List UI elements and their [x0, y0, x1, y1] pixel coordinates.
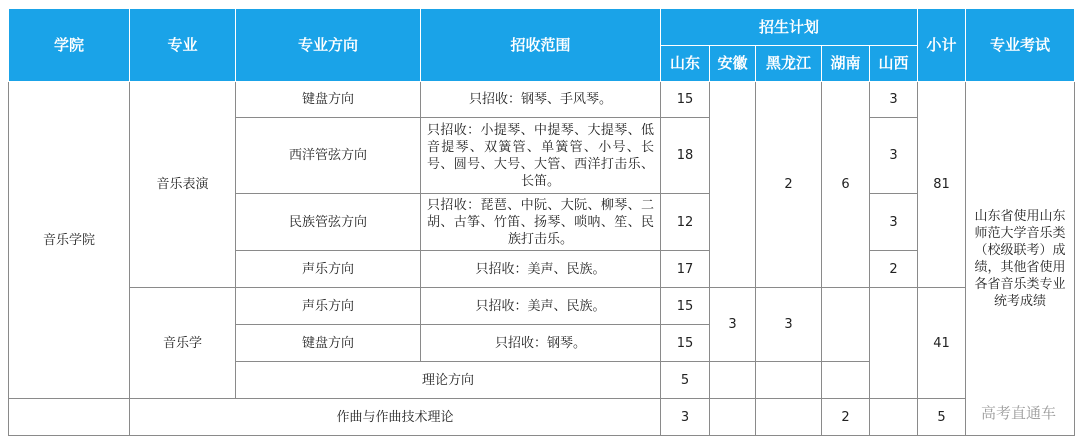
exam-cell: 山东省使用山东师范大学音乐类（校级联考）成绩，其他省使用各省音乐类专业统考成绩	[966, 82, 1075, 436]
range-cell: 只招收：钢琴、手风琴。	[421, 82, 661, 118]
header-province-hunan: 湖南	[822, 46, 870, 82]
anhui-cell-empty	[710, 82, 756, 288]
heilongjiang-cell-musicology: 3	[756, 288, 822, 362]
direction-cell-composition: 作曲与作曲技术理论	[130, 399, 661, 436]
heilongjiang-cell-empty	[756, 362, 822, 399]
table-row	[9, 399, 1075, 436]
heilongjiang-cell-performance: 2	[756, 82, 822, 288]
shandong-cell: 15	[661, 82, 710, 118]
admission-table-container	[8, 8, 1075, 436]
shandong-cell: 5	[661, 362, 710, 399]
shandong-cell: 3	[661, 399, 710, 436]
header-province-shandong: 山东	[661, 46, 710, 82]
header-row-1	[9, 9, 1075, 46]
header-direction: 专业方向	[236, 9, 421, 82]
direction-cell: 西洋管弦方向	[236, 118, 421, 194]
range-cell: 只招收：小提琴、中提琴、大提琴、低音提琴、双簧管、单簧管、小号、长号、圆号、大号、大管、西洋打击乐、长笛。	[421, 118, 661, 194]
subtotal-cell: 5	[918, 399, 966, 436]
range-cell: 只招收：美声、民族。	[421, 288, 661, 325]
header-subtotal: 小计	[918, 9, 966, 82]
anhui-cell-musicology: 3	[710, 288, 756, 362]
heilongjiang-cell-empty	[756, 399, 822, 436]
admission-plan-table	[8, 8, 1075, 436]
shanxi-cell: 3	[870, 118, 918, 194]
shanxi-cell-empty	[870, 288, 918, 399]
shanxi-cell: 3	[870, 194, 918, 251]
shanxi-cell: 2	[870, 251, 918, 288]
shandong-cell: 17	[661, 251, 710, 288]
header-province-heilongjiang: 黑龙江	[756, 46, 822, 82]
college-cell-empty	[9, 399, 130, 436]
header-province-anhui: 安徽	[710, 46, 756, 82]
anhui-cell-empty	[710, 362, 756, 399]
header-major: 专业	[130, 9, 236, 82]
subtotal-cell-performance: 81	[918, 82, 966, 288]
hunan-cell-empty	[822, 288, 870, 362]
table-row	[9, 82, 1075, 118]
direction-cell: 键盘方向	[236, 82, 421, 118]
shandong-cell: 12	[661, 194, 710, 251]
direction-cell: 民族管弦方向	[236, 194, 421, 251]
range-cell: 只招收：钢琴。	[421, 325, 661, 362]
hunan-cell: 2	[822, 399, 870, 436]
watermark: 高考直通车	[980, 404, 1056, 422]
subtotal-cell-musicology: 41	[918, 288, 966, 399]
direction-cell: 键盘方向	[236, 325, 421, 362]
direction-cell: 声乐方向	[236, 251, 421, 288]
shanxi-cell: 3	[870, 82, 918, 118]
hunan-cell-performance: 6	[822, 82, 870, 288]
major-cell-musicology: 音乐学	[130, 288, 236, 399]
shanxi-cell-empty	[870, 399, 918, 436]
direction-cell-theory: 理论方向	[236, 362, 661, 399]
header-range: 招收范围	[421, 9, 661, 82]
shandong-cell: 18	[661, 118, 710, 194]
shandong-cell: 15	[661, 325, 710, 362]
header-plan: 招生计划	[661, 9, 918, 46]
header-exam: 专业考试	[966, 9, 1075, 82]
college-cell: 音乐学院	[9, 82, 130, 399]
table-row	[9, 288, 1075, 325]
direction-cell: 声乐方向	[236, 288, 421, 325]
major-cell-performance: 音乐表演	[130, 82, 236, 288]
range-cell: 只招收：琵琶、中阮、大阮、柳琴、二胡、古筝、竹笛、扬琴、唢呐、笙、民族打击乐。	[421, 194, 661, 251]
shandong-cell: 15	[661, 288, 710, 325]
anhui-cell-empty	[710, 399, 756, 436]
range-cell: 只招收：美声、民族。	[421, 251, 661, 288]
hunan-cell-empty	[822, 362, 870, 399]
header-province-shanxi: 山西	[870, 46, 918, 82]
header-college: 学院	[9, 9, 130, 82]
